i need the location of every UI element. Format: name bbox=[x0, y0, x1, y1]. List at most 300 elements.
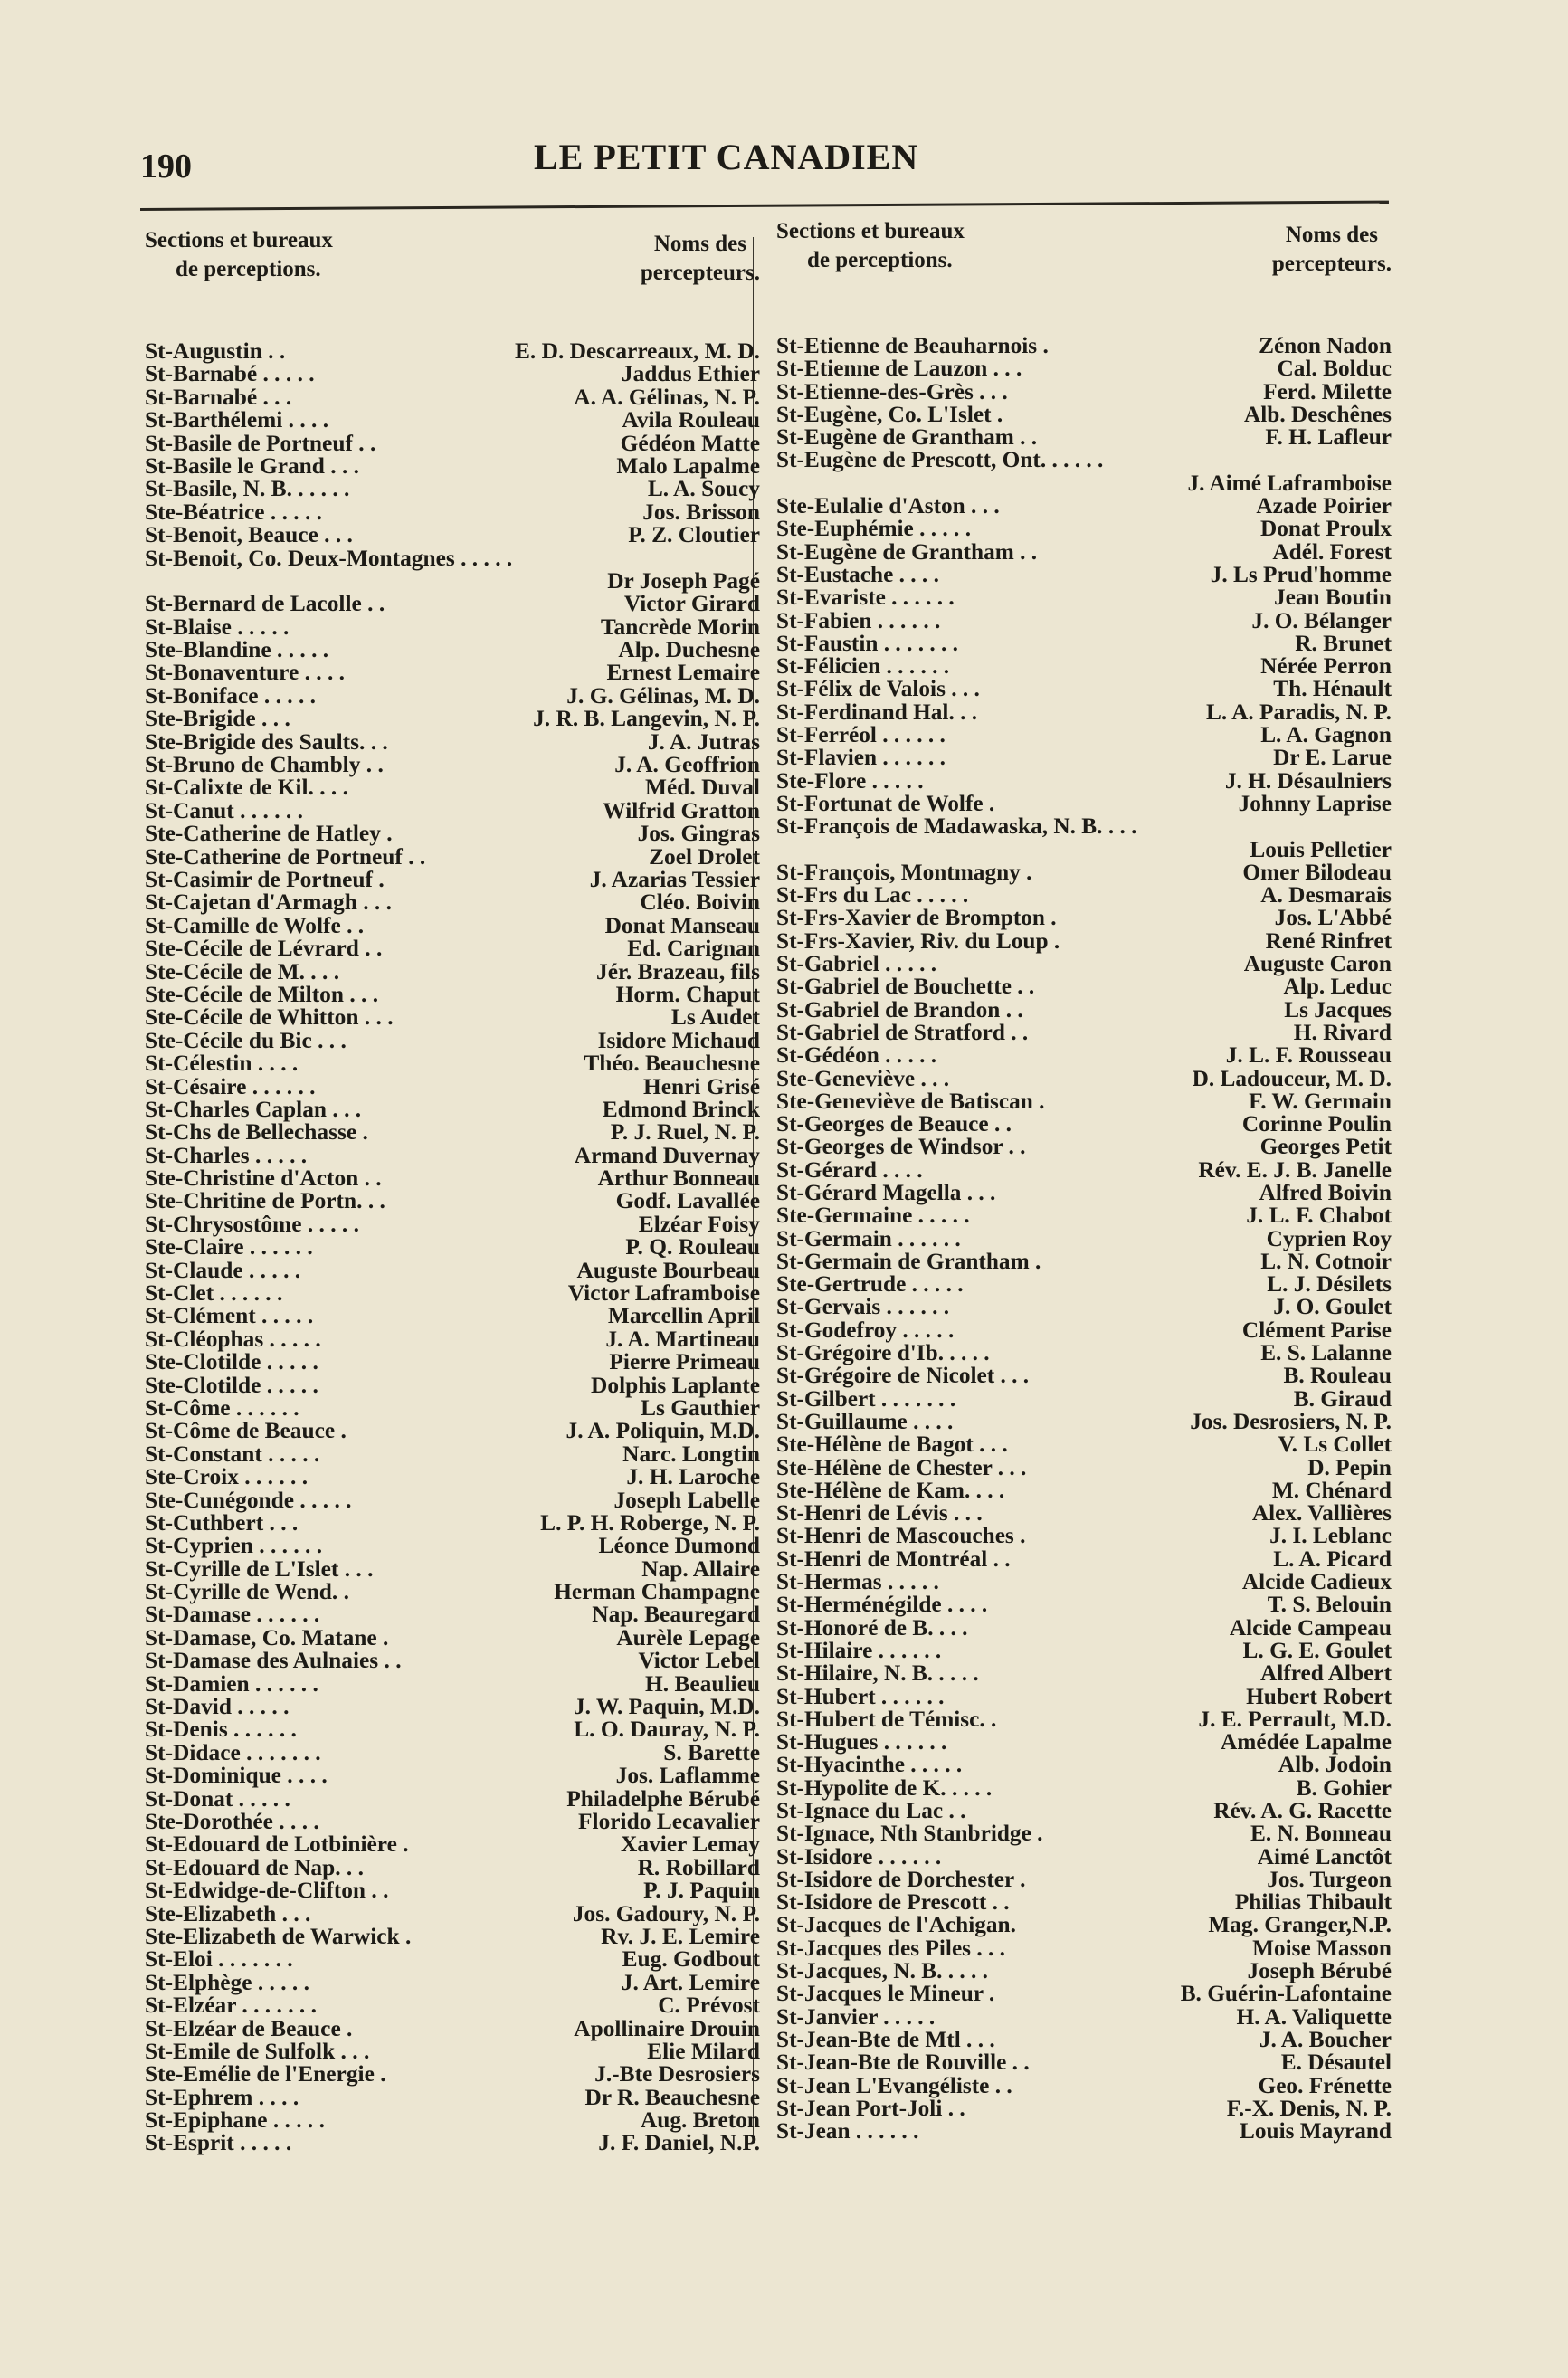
collector-name: Alfred Albert bbox=[1260, 1660, 1392, 1687]
section-name: St-Jean . . . . . . bbox=[776, 2118, 919, 2145]
list-item bbox=[776, 655, 1392, 678]
list-item bbox=[145, 1167, 760, 1190]
list-item bbox=[776, 1273, 1392, 1296]
right-column bbox=[776, 217, 1392, 2143]
section-name: St-Cyprien . . . . . . bbox=[145, 1533, 323, 1559]
collector-name: E. N. Bonneau bbox=[1250, 1821, 1392, 1847]
section-name: St-Hubert de Témisc. . bbox=[776, 1706, 997, 1732]
collector-name: J. R. B. Langevin, N. P. bbox=[533, 706, 760, 732]
section-name: Ste-Gertrude . . . . . bbox=[776, 1271, 964, 1298]
collector-name: S. Barette bbox=[663, 1739, 760, 1765]
section-name: St-Cyrille de Wend. . bbox=[145, 1579, 349, 1605]
section-name: St-Elzéar . . . . . . . bbox=[145, 1993, 317, 2019]
section-name: St-Canut . . . . . . bbox=[145, 797, 303, 823]
list-item bbox=[145, 754, 760, 776]
section-name: Ste-Hélène de Chester . . . bbox=[776, 1454, 1027, 1480]
collector-name: Henri Grisé bbox=[642, 1073, 760, 1099]
collector-name: Eug. Godbout bbox=[622, 1946, 760, 1973]
section-name: Ste-Cécile de M. . . . bbox=[145, 958, 340, 984]
section-name: St-Janvier . . . . . bbox=[776, 2003, 936, 2030]
section-name: St-Jacques des Piles . . . bbox=[776, 1935, 1005, 1961]
list-item bbox=[145, 1466, 760, 1489]
section-name: St-Georges de Beauce . . bbox=[776, 1111, 1012, 1137]
section-name: St-Basile le Grand . . . bbox=[145, 452, 359, 479]
section-name: St-Jacques de l'Achigan. bbox=[776, 1912, 1016, 1938]
collector-name: F. H. Lafleur bbox=[1265, 424, 1392, 451]
section-name: St-Gilbert . . . . . . . bbox=[776, 1385, 956, 1412]
collector-name: R. Brunet bbox=[1295, 630, 1392, 656]
collector-name: J. E. Perrault, M.D. bbox=[1198, 1706, 1392, 1732]
page-number: 190 bbox=[140, 147, 192, 185]
section-name: Ste-Flore . . . . . bbox=[776, 767, 924, 794]
list-item bbox=[145, 1121, 760, 1144]
section-name: St-Casimir de Portneuf . bbox=[145, 866, 385, 892]
list-item bbox=[776, 1319, 1392, 1342]
section-name: St-Gabriel de Bouchette . . bbox=[776, 974, 1035, 1000]
list-item bbox=[145, 2015, 760, 2041]
list-item bbox=[776, 2003, 1392, 2030]
list-item bbox=[776, 1983, 1392, 2005]
section-name: St-Hilaire, N. B. . . . . bbox=[776, 1660, 979, 1687]
collector-name: M. Chénard bbox=[1271, 1477, 1392, 1503]
list-item bbox=[776, 607, 1392, 633]
collector-name: Malo Lapalme bbox=[616, 452, 760, 479]
list-item bbox=[145, 981, 760, 1007]
collector-name: Jos. Brisson bbox=[642, 499, 760, 525]
collector-name: Alp. Duchesne bbox=[618, 637, 760, 663]
section-name: St-Boniface . . . . . bbox=[145, 682, 317, 709]
collector-name: L. O. Dauray, N. P. bbox=[574, 1717, 760, 1743]
section-name: St-Didace . . . . . . . bbox=[145, 1739, 321, 1765]
collector-name: Cléo. Boivin bbox=[640, 889, 760, 916]
list-item bbox=[776, 1960, 1392, 1983]
collector-name: Tancrède Morin bbox=[600, 614, 760, 640]
section-name: Ste-Dorothée . . . . bbox=[145, 1809, 319, 1834]
section-name: St-Césaire . . . . . . bbox=[145, 1073, 316, 1099]
collector-name: Zoel Drolet bbox=[649, 843, 760, 870]
section-name: St-Ferréol . . . . . . bbox=[776, 722, 946, 748]
collector-name: Philadelphe Bérubé bbox=[566, 1785, 760, 1812]
list-item bbox=[145, 363, 760, 385]
collector-name: Jos. Gingras bbox=[637, 821, 760, 847]
place-heading-line2: de perceptions. bbox=[807, 248, 953, 272]
collector-name: J. F. Daniel, N.P. bbox=[598, 2130, 760, 2156]
section-name: St-Godefroy . . . . . bbox=[776, 1317, 955, 1343]
list-item bbox=[776, 861, 1392, 884]
list-item bbox=[776, 1065, 1392, 1091]
collector-name: J. A. Martineau bbox=[605, 1326, 760, 1352]
list-item bbox=[776, 561, 1392, 587]
list-item bbox=[145, 1213, 760, 1236]
section-name: St-Barnabé . . . . . bbox=[145, 361, 315, 387]
section-name: St-Faustin . . . . . . . bbox=[776, 630, 958, 656]
section-name: Ste-Brigide . . . bbox=[145, 706, 290, 732]
list-item bbox=[776, 1571, 1392, 1593]
section-name: St-Cléophas . . . . . bbox=[145, 1326, 321, 1352]
collector-name: B. Rouleau bbox=[1283, 1363, 1392, 1389]
section-name: Ste-Cécile de Whitton . . . bbox=[145, 1004, 394, 1031]
list-item bbox=[776, 1800, 1392, 1822]
list-item bbox=[776, 953, 1392, 975]
list-item bbox=[776, 2051, 1392, 2074]
list-item bbox=[776, 1225, 1392, 1251]
collector-name: Ferd. Milette bbox=[1263, 378, 1392, 404]
list-item bbox=[145, 1603, 760, 1626]
list-item bbox=[145, 1142, 760, 1168]
section-name: Ste-Brigide des Saults. . . bbox=[145, 728, 388, 755]
collector-name: Narc. Longtin bbox=[622, 1441, 760, 1467]
section-name: St-Blaise . . . . . bbox=[145, 614, 290, 640]
list-item bbox=[776, 1662, 1392, 1685]
section-name: St-Etienne de Beauharnois . bbox=[776, 333, 1049, 358]
section-name: St-Eustache . . . . bbox=[776, 561, 939, 587]
name-heading bbox=[1272, 217, 1392, 300]
list-item bbox=[776, 1342, 1392, 1365]
collector-name: Jos. Gadoury, N. P. bbox=[572, 1900, 760, 1926]
list-item bbox=[776, 2072, 1392, 2098]
collector-name: Xavier Lemay bbox=[621, 1831, 760, 1858]
collector-name: C. Prévost bbox=[658, 1993, 760, 2019]
section-name: Ste-Blandine . . . . . bbox=[145, 637, 329, 663]
collector-name: P. J. Ruel, N. P. bbox=[610, 1119, 760, 1146]
collector-name: P. Z. Cloutier bbox=[628, 522, 760, 548]
section-name: St-Benoit, Co. Deux-Montagnes . . . . . bbox=[145, 545, 513, 571]
section-name: Ste-Geneviève . . . bbox=[776, 1065, 950, 1091]
collector-name: Alp. Leduc bbox=[1283, 974, 1392, 1000]
section-name: St-Chrysostôme . . . . . bbox=[145, 1211, 359, 1237]
collector-name: Aug. Breton bbox=[640, 2107, 760, 2134]
section-name: Ste-Croix . . . . . . bbox=[145, 1464, 309, 1490]
collector-name: T. S. Belouin bbox=[1267, 1592, 1392, 1618]
list-item bbox=[145, 2040, 760, 2063]
section-name: St-Damase, Co. Matane . bbox=[145, 1624, 389, 1650]
list-item bbox=[145, 1257, 760, 1283]
collector-name: J. A. Poliquin, M.D. bbox=[565, 1418, 760, 1444]
section-name: Ste-Geneviève de Batiscan . bbox=[776, 1088, 1045, 1114]
list-item bbox=[145, 1581, 760, 1603]
collector-name: Alcide Campeau bbox=[1229, 1614, 1392, 1641]
list-item bbox=[776, 1843, 1392, 1869]
collector-name: Méd. Duval bbox=[645, 775, 760, 801]
section-name: St-Edouard de Lotbinière . bbox=[145, 1831, 409, 1858]
list-item bbox=[776, 2097, 1392, 2120]
section-name: St-Fortunat de Wolfe . bbox=[776, 790, 995, 816]
list-item bbox=[776, 335, 1392, 357]
list-item bbox=[145, 1811, 760, 1833]
section-name: St-Germain de Grantham . bbox=[776, 1248, 1041, 1274]
list-item bbox=[776, 495, 1392, 518]
name-heading bbox=[641, 226, 760, 309]
list-item bbox=[776, 836, 1392, 862]
section-name: St-Damien . . . . . . bbox=[145, 1670, 318, 1697]
section-name: St-Elphège . . . . . bbox=[145, 1969, 309, 1995]
list-item bbox=[776, 1754, 1392, 1776]
section-name: St-Hyacinthe . . . . . bbox=[776, 1752, 963, 1778]
list-item bbox=[145, 661, 760, 684]
collector-name: Horm. Chaput bbox=[615, 981, 760, 1007]
section-name: Ste-Hélène de Kam. . . . bbox=[776, 1477, 1005, 1503]
list-item bbox=[776, 1365, 1392, 1387]
section-name: Ste-Cécile de Lévrard . . bbox=[145, 936, 383, 962]
collector-name: L. P. H. Roberge, N. P. bbox=[540, 1509, 760, 1536]
section-name: St-Denis . . . . . . bbox=[145, 1717, 297, 1743]
section-name: St-Jacques, N. B. . . . . bbox=[776, 1958, 989, 1984]
section-name: St-Ferdinand Hal. . . bbox=[776, 699, 978, 725]
name-heading-line1: Noms des bbox=[1285, 223, 1378, 247]
list-item bbox=[145, 639, 760, 661]
list-item bbox=[776, 1593, 1392, 1616]
section-name: St-Félix de Valois . . . bbox=[776, 676, 980, 702]
collector-name: Alex. Vallières bbox=[1251, 1500, 1392, 1527]
section-name: St-Gabriel de Brandon . . bbox=[776, 996, 1023, 1023]
collector-name: Alcide Cadieux bbox=[1241, 1569, 1392, 1595]
collector-name: J. O. Goulet bbox=[1273, 1294, 1392, 1320]
section-name: St-Basile de Portneuf . . bbox=[145, 430, 376, 456]
collector-name: Victor Lebel bbox=[638, 1648, 760, 1674]
section-name: St-Isidore . . . . . . bbox=[776, 1843, 942, 1869]
list-item bbox=[145, 1305, 760, 1327]
collector-name: Elzéar Foisy bbox=[638, 1211, 760, 1237]
section-name: St-Bonaventure . . . . bbox=[145, 660, 346, 686]
list-item bbox=[145, 567, 760, 594]
section-name: St-Frs du Lac . . . . . bbox=[776, 882, 969, 908]
collector-name: L. A. Paradis, N. P. bbox=[1206, 699, 1392, 725]
list-item bbox=[776, 518, 1392, 540]
list-item bbox=[145, 866, 760, 892]
section-name: St-Hermas . . . . . bbox=[776, 1569, 939, 1595]
section-name: St-Damase des Aulnaies . . bbox=[145, 1648, 402, 1674]
collector-name: J. W. Paquin, M.D. bbox=[573, 1694, 760, 1720]
list-item bbox=[776, 357, 1392, 380]
section-name: St-Chs de Bellechasse . bbox=[145, 1119, 368, 1146]
left-entry-list bbox=[145, 340, 760, 2155]
place-heading-line1: Sections et bureaux bbox=[776, 219, 965, 243]
list-item bbox=[776, 378, 1392, 404]
collector-name: Avila Rouleau bbox=[622, 407, 760, 433]
list-item bbox=[145, 1923, 760, 1949]
section-name: Ste-Catherine de Portneuf . . bbox=[145, 843, 426, 870]
collector-name: B. Guérin-Lafontaine bbox=[1180, 1981, 1392, 2007]
header-rule bbox=[140, 201, 1389, 211]
list-item bbox=[145, 430, 760, 456]
collector-name: J. Aimé Laframboise bbox=[1187, 470, 1392, 496]
section-name: St-Edouard de Nap. . . bbox=[145, 1854, 364, 1880]
section-name: St-Célestin . . . . bbox=[145, 1051, 299, 1077]
section-name: St-Augustin . . bbox=[145, 338, 286, 364]
section-name: St-Epiphane . . . . . bbox=[145, 2107, 325, 2134]
place-heading-line2: de perceptions. bbox=[176, 257, 321, 281]
list-item bbox=[776, 1683, 1392, 1709]
collector-name: Joseph Bérubé bbox=[1247, 1958, 1392, 1984]
list-item bbox=[776, 1433, 1392, 1456]
section-name: St-Frs-Xavier de Brompton . bbox=[776, 905, 1057, 931]
list-item bbox=[145, 340, 760, 363]
collector-name: J. L. F. Rousseau bbox=[1225, 1042, 1392, 1069]
list-item bbox=[145, 1879, 760, 1902]
section-name: St-François de Madawaska, N. B. . . . bbox=[776, 813, 1137, 840]
list-item bbox=[145, 1394, 760, 1421]
collector-name: Rév. A. G. Racette bbox=[1213, 1798, 1392, 1823]
collector-name: Zénon Nadon bbox=[1259, 333, 1392, 358]
section-name: St-Edwidge-de-Clifton . . bbox=[145, 1878, 389, 1904]
collector-name: Philias Thibault bbox=[1234, 1889, 1392, 1916]
section-name: St-Eloi . . . . . . . bbox=[145, 1946, 293, 1973]
section-name: St-Gérard . . . . bbox=[776, 1156, 923, 1183]
list-item bbox=[145, 1535, 760, 1557]
collector-name: Johnny Laprise bbox=[1238, 790, 1392, 816]
collector-name: J. A. Geoffrion bbox=[614, 752, 760, 778]
section-name: St-Flavien . . . . . . bbox=[776, 745, 946, 771]
list-item bbox=[145, 1969, 760, 1995]
collector-name: Gédéon Matte bbox=[620, 430, 760, 456]
collector-name: L. N. Cotnoir bbox=[1260, 1248, 1392, 1274]
list-item bbox=[145, 1785, 760, 1812]
right-column-headings bbox=[776, 217, 1392, 300]
list-item bbox=[776, 1731, 1392, 1754]
section-name: St-Hugues . . . . . . bbox=[776, 1729, 947, 1755]
section-name: St-Charles Caplan . . . bbox=[145, 1096, 362, 1122]
collector-name: Amédée Lapalme bbox=[1221, 1729, 1392, 1755]
section-name: St-Gérard Magella . . . bbox=[776, 1179, 996, 1205]
section-name: St-Frs-Xavier, Riv. du Loup . bbox=[776, 927, 1060, 954]
collector-name: D. Pepin bbox=[1307, 1454, 1392, 1480]
section-name: Ste-Cunégonde . . . . . bbox=[145, 1487, 352, 1513]
section-name: St-Clet . . . . . . bbox=[145, 1280, 283, 1307]
collector-name: L. A. Soucy bbox=[647, 476, 760, 502]
section-name: St-Cuthbert . . . bbox=[145, 1509, 299, 1536]
collector-name: Ls Jacques bbox=[1284, 996, 1392, 1023]
list-item bbox=[776, 1248, 1392, 1274]
section-name: St-Barnabé . . . bbox=[145, 384, 292, 410]
list-item bbox=[776, 1525, 1392, 1547]
list-item bbox=[145, 823, 760, 845]
collector-name: Cyprien Roy bbox=[1266, 1225, 1392, 1251]
section-name: Ste-Emélie de l'Energie . bbox=[145, 2061, 386, 2088]
section-name: St-Damase . . . . . . bbox=[145, 1602, 320, 1628]
section-name: St-Jean L'Evangéliste . . bbox=[776, 2072, 1012, 2098]
collector-name: Azade Poirier bbox=[1256, 493, 1392, 519]
list-item bbox=[145, 1624, 760, 1650]
list-item bbox=[145, 1696, 760, 1718]
collector-name: Dr R. Beauchesne bbox=[584, 2084, 760, 2110]
section-name: St-Henri de Montréal . . bbox=[776, 1546, 1011, 1572]
collector-name: Armand Duvernay bbox=[574, 1142, 760, 1168]
right-entry-list bbox=[776, 335, 1392, 2143]
list-item bbox=[145, 2084, 760, 2110]
collector-name: Corinne Poulin bbox=[1241, 1111, 1392, 1137]
collector-name: Jaddus Ethier bbox=[621, 361, 760, 387]
collector-name: Omer Bilodeau bbox=[1242, 859, 1392, 885]
list-item bbox=[145, 1443, 760, 1466]
left-column bbox=[145, 226, 760, 2155]
list-item bbox=[776, 1822, 1392, 1845]
list-item bbox=[776, 907, 1392, 929]
collector-name: Théo. Beauchesne bbox=[584, 1051, 760, 1077]
section-name: St-Benoit, Beauce . . . bbox=[145, 522, 353, 548]
list-item bbox=[776, 767, 1392, 794]
section-name: Ste-Euphémie . . . . . bbox=[776, 516, 972, 542]
list-item bbox=[776, 1156, 1392, 1183]
collector-name: Nérée Perron bbox=[1260, 653, 1392, 680]
collector-name: Aurèle Lepage bbox=[616, 1624, 760, 1650]
list-item bbox=[145, 2063, 760, 2086]
list-item bbox=[776, 630, 1392, 656]
list-item bbox=[776, 815, 1392, 838]
section-name: St-Isidore de Prescott . . bbox=[776, 1889, 1010, 1916]
section-name: St-Emile de Sulfolk . . . bbox=[145, 2038, 370, 2064]
section-name: St-Camille de Wolfe . . bbox=[145, 912, 365, 938]
section-name: St-Gervais . . . . . . bbox=[776, 1294, 950, 1320]
list-item bbox=[145, 1509, 760, 1536]
collector-name: René Rinfret bbox=[1265, 927, 1392, 954]
list-item bbox=[145, 776, 760, 799]
list-item bbox=[776, 449, 1392, 471]
list-item bbox=[145, 1900, 760, 1926]
section-name: Ste-Chritine de Portn. . . bbox=[145, 1188, 385, 1214]
collector-name: Clément Parise bbox=[1241, 1317, 1392, 1343]
section-name: St-Côme . . . . . . bbox=[145, 1394, 299, 1421]
list-item bbox=[145, 1764, 760, 1787]
section-name: St-Félicien . . . . . . bbox=[776, 653, 950, 680]
collector-name: J. A. Jutras bbox=[647, 728, 760, 755]
list-item bbox=[776, 1408, 1392, 1434]
collector-name: Aimé Lanctôt bbox=[1257, 1843, 1392, 1869]
collector-name: E. Désautel bbox=[1280, 2050, 1392, 2076]
collector-name: Th. Hénault bbox=[1273, 676, 1392, 702]
section-name: St-Hubert . . . . . . bbox=[776, 1683, 945, 1709]
section-name: St-David . . . . . bbox=[145, 1694, 290, 1720]
section-name: St-Herménégilde . . . . bbox=[776, 1592, 988, 1618]
running-title: LE PETIT CANADIEN bbox=[534, 137, 919, 177]
list-item bbox=[145, 1374, 760, 1397]
section-name: St-Bruno de Chambly . . bbox=[145, 752, 384, 778]
list-item bbox=[776, 701, 1392, 724]
collector-name: H. A. Valiquette bbox=[1236, 2003, 1392, 2030]
collector-name: Jér. Brazeau, fils bbox=[596, 958, 760, 984]
section-name: St-Jean-Bte de Mtl . . . bbox=[776, 2026, 995, 2052]
collector-name: Jos. Laflamme bbox=[615, 1763, 760, 1789]
list-item bbox=[145, 708, 760, 730]
section-name: St-Jean Port-Joli . . bbox=[776, 2095, 965, 2121]
list-item bbox=[145, 1190, 760, 1213]
list-item bbox=[145, 682, 760, 709]
list-item bbox=[145, 616, 760, 639]
section-name: Ste-Béatrice . . . . . bbox=[145, 499, 322, 525]
collector-name: Pierre Primeau bbox=[609, 1349, 760, 1375]
list-item bbox=[776, 2026, 1392, 2052]
collector-name: Jos. Turgeon bbox=[1267, 1866, 1392, 1892]
list-item bbox=[145, 958, 760, 984]
section-name: St-Henri de Lévis . . . bbox=[776, 1500, 983, 1527]
collector-name: P. J. Paquin bbox=[643, 1878, 760, 1904]
list-item bbox=[145, 524, 760, 547]
name-heading-line1: Noms des bbox=[653, 232, 746, 256]
list-item bbox=[145, 1006, 760, 1029]
list-item bbox=[776, 472, 1392, 495]
section-name: Ste-Christine d'Acton . . bbox=[145, 1165, 382, 1192]
section-name: Ste-Catherine de Hatley . bbox=[145, 821, 393, 847]
collector-name: A. A. Gélinas, N. P. bbox=[574, 384, 760, 410]
collector-name: Ed. Carignan bbox=[627, 936, 760, 962]
section-name: St-Dominique . . . . bbox=[145, 1763, 328, 1789]
collector-name: Nap. Allaire bbox=[641, 1555, 760, 1582]
collector-name: Louis Pelletier bbox=[1250, 836, 1392, 862]
list-item bbox=[776, 1136, 1392, 1158]
section-name: St-Gabriel . . . . . bbox=[776, 951, 937, 977]
section-name: St-François, Montmagny . bbox=[776, 859, 1032, 885]
section-name: St-Eugène, Co. L'Islet . bbox=[776, 401, 1003, 427]
list-item bbox=[145, 593, 760, 615]
